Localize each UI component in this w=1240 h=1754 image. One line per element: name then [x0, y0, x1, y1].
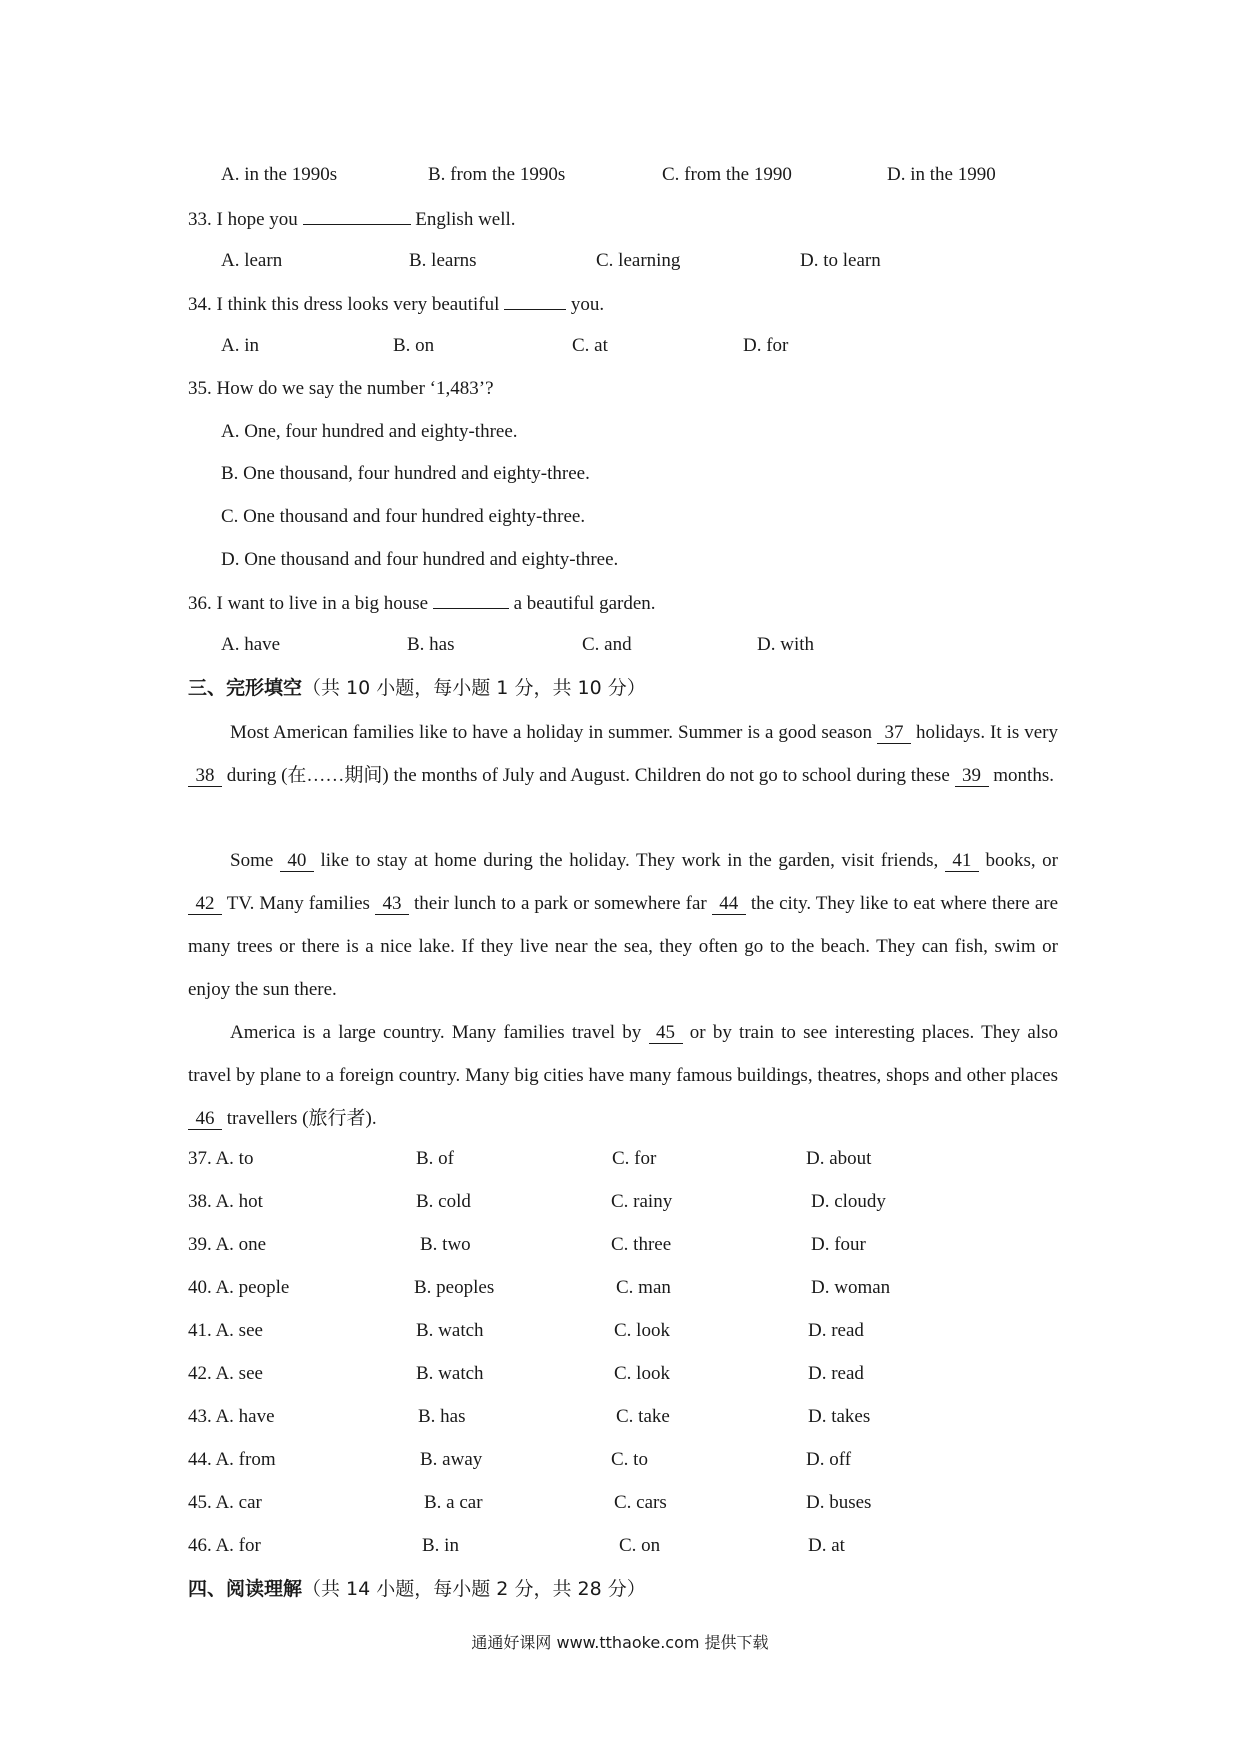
cloze-gap-46: 46 [188, 1109, 222, 1130]
option: B. watch [416, 1320, 484, 1341]
option: B. in [422, 1535, 459, 1556]
answer-blank [504, 291, 566, 310]
option: A. have [221, 634, 281, 655]
option: D. for [743, 335, 789, 356]
option: C. to [611, 1449, 648, 1470]
option: C. man [616, 1277, 671, 1298]
cloze-gap-44: 44 [712, 894, 746, 915]
option: D. One thousand and four hundred and eighty-three. [221, 549, 619, 570]
passage-text: holidays. It is very [915, 722, 1058, 743]
option: C. from the 1990 [662, 164, 792, 185]
cloze-gap-40: 40 [280, 851, 314, 872]
section-note: （共 10 小题，每小题 1 分，共 10 分） [302, 677, 646, 699]
option: B. learns [409, 250, 477, 271]
option: B. watch [416, 1363, 484, 1384]
option: C. on [619, 1535, 661, 1556]
option: B. a car [424, 1492, 483, 1513]
option: D. cloudy [811, 1191, 886, 1212]
option: C. for [612, 1148, 657, 1169]
option: D. with [757, 634, 814, 655]
option: C. look [614, 1320, 670, 1341]
option: B. on [393, 335, 435, 356]
option: D. about [806, 1148, 872, 1169]
section-title: 四、阅读理解 [188, 1578, 303, 1600]
section-3-heading [188, 676, 646, 700]
answer-blank [303, 206, 411, 225]
cloze-gap-37: 37 [877, 723, 911, 744]
option: A. learn [221, 250, 283, 271]
cloze-options-43 [0, 1405, 1240, 1429]
passage-text: the city. They like to eat where there are many trees or there is a nice lake. If they live near the sea, they often go to the beach. They can fish, swim or enjoy the sun there. [188, 893, 1059, 1000]
passage-text: Most American families like to have a holiday in summer. Summer is a good season [230, 722, 872, 743]
option: 46. A. for [188, 1535, 261, 1556]
page-footer: 通通好课网 www.tthaoke.com 提供下载 [471, 1633, 769, 1652]
cloze-gap-41: 41 [945, 851, 979, 872]
option: A. in the 1990s [221, 164, 338, 185]
cloze-options-38 [0, 1190, 1240, 1214]
section-note: （共 14 小题，每小题 2 分，共 28 分） [302, 1578, 646, 1600]
option: A. One, four hundred and eighty-three. [221, 421, 518, 442]
option: C. look [614, 1363, 670, 1384]
q34-options [0, 334, 1240, 358]
passage-text: during (在……期间) the months of July and August. Children do not go to school during these [226, 765, 950, 786]
cloze-options-37 [0, 1147, 1240, 1171]
passage-paragraph-2 [188, 839, 1058, 1011]
passage-text: months. [993, 765, 1054, 786]
option: 44. A. from [188, 1449, 276, 1470]
option: C. take [616, 1406, 670, 1427]
cloze-gap-45: 45 [649, 1023, 683, 1044]
option: D. in the 1990 [887, 164, 996, 185]
cloze-gap-38: 38 [188, 766, 222, 787]
option: C. at [572, 335, 608, 356]
cloze-options-46 [0, 1534, 1240, 1558]
cloze-options-42 [0, 1362, 1240, 1386]
option: B. has [418, 1406, 466, 1427]
q36-options [0, 633, 1240, 657]
passage-text: like to stay at home during the holiday. They work in the garden, visit friends, [320, 850, 939, 871]
q33-options [0, 249, 1240, 273]
passage-text: or by train to see interesting places. They also travel by plane to a foreign country. Many big cities have many famous buildings, theatres, shops and other places [188, 1022, 1058, 1086]
passage-text: their lunch to a park or somewhere far [414, 893, 707, 914]
question-34 [188, 291, 604, 317]
question-text: 34. I think this dress looks very beautiful [188, 294, 500, 315]
section-title: 三、完形填空 [188, 677, 303, 699]
cloze-options-44 [0, 1448, 1240, 1472]
passage-text: TV. Many families [226, 893, 370, 914]
option: 39. A. one [188, 1234, 267, 1255]
option: B. cold [416, 1191, 471, 1212]
question-33 [188, 206, 516, 232]
question-text-end: a beautiful garden. [513, 593, 656, 614]
option: B. from the 1990s [428, 164, 566, 185]
cloze-options-45 [0, 1491, 1240, 1515]
option: B. of [416, 1148, 454, 1169]
question-text: 36. I want to live in a big house [188, 593, 429, 614]
cloze-gap-39: 39 [955, 766, 989, 787]
passage-text: Some [230, 850, 274, 871]
option: B. two [420, 1234, 471, 1255]
option: D. read [808, 1363, 864, 1384]
option: C. learning [596, 250, 681, 271]
answer-blank [433, 590, 509, 609]
passage-text: America is a large country. Many families travel by [230, 1022, 642, 1043]
option: C. rainy [611, 1191, 673, 1212]
question-35: 35. How do we say the number ‘1,483’? [188, 378, 494, 399]
question-36 [188, 590, 656, 616]
option: D. woman [811, 1277, 891, 1298]
option: D. buses [806, 1492, 872, 1513]
option: B. peoples [414, 1277, 495, 1298]
option: A. in [221, 335, 259, 356]
passage-paragraph-1 [188, 711, 1058, 797]
option: B. away [420, 1449, 483, 1470]
option: 42. A. see [188, 1363, 263, 1384]
question-text-end: English well. [415, 209, 516, 230]
cloze-options-41 [0, 1319, 1240, 1343]
option: D. takes [808, 1406, 871, 1427]
option: D. read [808, 1320, 864, 1341]
option: 41. A. see [188, 1320, 263, 1341]
option: 43. A. have [188, 1406, 275, 1427]
passage-text: books, or [985, 850, 1059, 871]
question-text: 33. I hope you [188, 209, 298, 230]
cloze-gap-43: 43 [375, 894, 409, 915]
q32-options [0, 163, 1240, 187]
option: 40. A. people [188, 1277, 290, 1298]
question-text-end: you. [570, 294, 605, 315]
cloze-options-40 [0, 1276, 1240, 1300]
section-4-heading [188, 1577, 646, 1601]
option: C. cars [614, 1492, 667, 1513]
option: C. three [611, 1234, 672, 1255]
option: B. One thousand, four hundred and eighty-three. [221, 463, 590, 484]
option: 37. A. to [188, 1148, 254, 1169]
cloze-options-39 [0, 1233, 1240, 1257]
option: D. at [808, 1535, 845, 1556]
passage-paragraph-3 [188, 1011, 1058, 1140]
cloze-gap-42: 42 [188, 894, 222, 915]
option: B. has [407, 634, 455, 655]
passage-text: travellers (旅行者). [226, 1108, 377, 1129]
option: 38. A. hot [188, 1191, 263, 1212]
option: 45. A. car [188, 1492, 262, 1513]
option: D. off [806, 1449, 852, 1470]
option: C. and [582, 634, 632, 655]
option: D. four [811, 1234, 866, 1255]
option: D. to learn [800, 250, 881, 271]
option: C. One thousand and four hundred eighty-three. [221, 506, 586, 527]
